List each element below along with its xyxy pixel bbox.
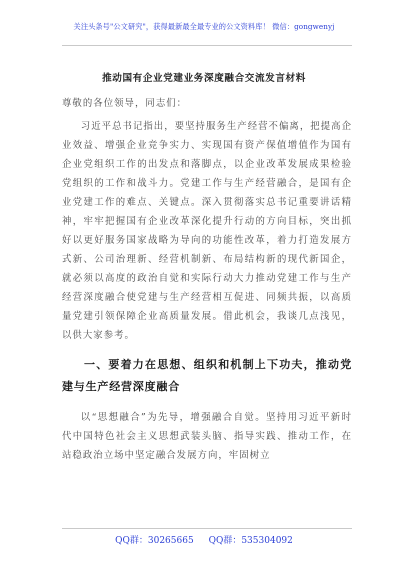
section-heading-1: 一、要着力在思想、组织和机制上下功夫，推动党建与生产经营深度融合 [62,358,352,393]
document-body [62,94,352,465]
salutation: 尊敬的各位领导，同志们： [62,98,188,109]
header-banner: 关注头条号"公文研究"，获得最新最全最专业的公文资料库！ 微信：gongwenyj [73,22,335,31]
document-title: 推动国有企业党建业务深度融合交流发言材料 [102,73,306,84]
footer [0,533,408,546]
body-paragraph-1: 习近平总书记指出，要坚持服务生产经营不偏离，把提高企业效益、增强企业竞争实力、实现国有资产保值增值作为国有企业党组织工作的出发点和落脚点，以企业改革发展成果检验党组织的工作和战斗力。党建工作与生产经营融合，是国有企业党建工作的难点、关键点。深入贯彻落实总书记重要讲话精神，牢牢把握国有企业改革深化提升行动的方向目标，突出抓好以更好服务国家战略为导向的功能性改革，着力打造发展方式新、公司治理新、经营机制新、布局结构新的现代新国企，就必须以高度的政治自觉和实际行动大力推动党建工作与生产经营深度融合使党建与生产经营相互促进、同频共振，以高质量党建引领保障企业高质量发展。借此机会，我谈几点浅见，以供大家参考。 [62,121,352,341]
header-divider [62,45,352,46]
footer-divider [62,528,352,529]
footer-qq-group-1: QQ群：30265665 [115,536,194,546]
footer-qq-group-2: QQ群：535304092 [208,536,293,546]
body-paragraph-2: 以“思想融合”为先导，增强融合自觉。坚持用习近平新时代中国特色社会主义思想武装头脑、指导实践、推动工作，在站稳政治立场中坚定融合发展方向，牢固树立 [62,412,352,461]
